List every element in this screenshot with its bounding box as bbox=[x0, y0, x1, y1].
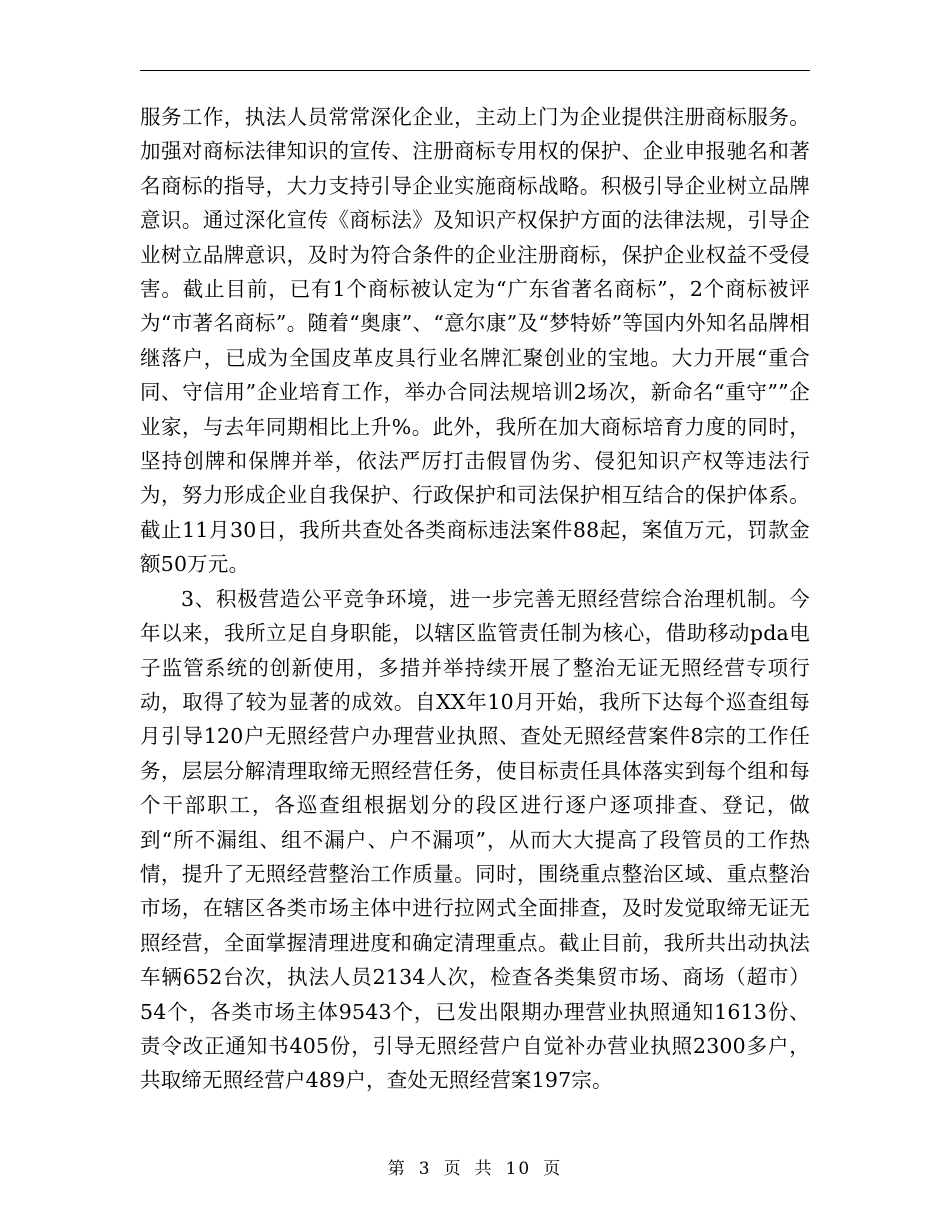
footer-total-suffix: 页 bbox=[543, 1159, 563, 1179]
page-footer bbox=[0, 1154, 950, 1179]
paragraph-continued: 服务工作，执法人员常常深化企业，主动上门为企业提供注册商标服务。加强对商标法律知识的宣传、注册商标专用权的保护、企业申报驰名和著名商标的指导，大力支持引导企业实施商标战略。积极引导企业树立品牌意识。通过深化宣传《商标法》及知识产权保护方面的法律法规，引导企业树立品牌意识，及时为符合条件的企业注册商标，保护企业权益不受侵害。截止目前，已有1个商标被认定为“广东省著名商标”，2个商标被评为“市著名商标”。随着“奥康”、“意尔康”及“梦特娇”等国内外知名品牌相继落户，已成为全国皮革皮具行业名牌汇聚创业的宝地。大力开展“重合同、守信用”企业培育工作，举办合同法规培训2场次，新命名“重守””企业家，与去年同期相比上升%。此外，我所在加大商标培育力度的同时，坚持创牌和保牌并举，依法严厉打击假冒伪劣、侵犯知识产权等违法行为，努力形成企业自我保护、行政保护和司法保护相互结合的保护体系。截止11月30日，我所共查处各类商标违法案件88起，案值万元，罚款金额50万元。 bbox=[140, 105, 810, 577]
document-body bbox=[140, 100, 810, 1098]
footer-page-suffix: 页 bbox=[443, 1159, 463, 1179]
header-rule bbox=[140, 70, 810, 71]
footer-total-pages: 10 bbox=[505, 1159, 532, 1179]
footer-page-word: 第 bbox=[387, 1159, 407, 1179]
footer-current-page: 3 bbox=[418, 1159, 432, 1179]
footer-total-word: 共 bbox=[474, 1159, 494, 1179]
paragraph-fair-competition: 3、积极营造公平竞争环境，进一步完善无照经营综合治理机制。今年以来，我所立足自身职能，以辖区监管责任制为核心，借助移动pda电子监管系统的创新使用，多措并举持续开展了整治无证无照经营专项行动，取得了较为显著的成效。自XX年10月开始，我所下达每个巡查组每月引导120户无照经营户办理营业执照、查处无照经营案件8宗的工作任务，层层分解清理取缔无照经营任务，使目标责任具体落实到每个组和每个干部职工，各巡查组根据划分的段区进行逐户逐项排查、登记，做到“所不漏组、组不漏户、户不漏项”，从而大大提高了段管员的工作热情，提升了无照经营整治工作质量。同时，围绕重点整治区域、重点整治市场，在辖区各类市场主体中进行拉网式全面排查，及时发觉取缔无证无照经营，全面掌握清理进度和确定清理重点。截止目前，我所共出动执法车辆652台次，执法人员2134人次，检查各类集贸市场、商场（超市）54个，各类市场主体9543个，已发出限期办理营业执照通知1613份、责令改正通知书405份，引导无照经营户自觉补办营业执照2300多户，共取缔无照经营户489户，查处无照经营案197宗。 bbox=[140, 586, 810, 1093]
